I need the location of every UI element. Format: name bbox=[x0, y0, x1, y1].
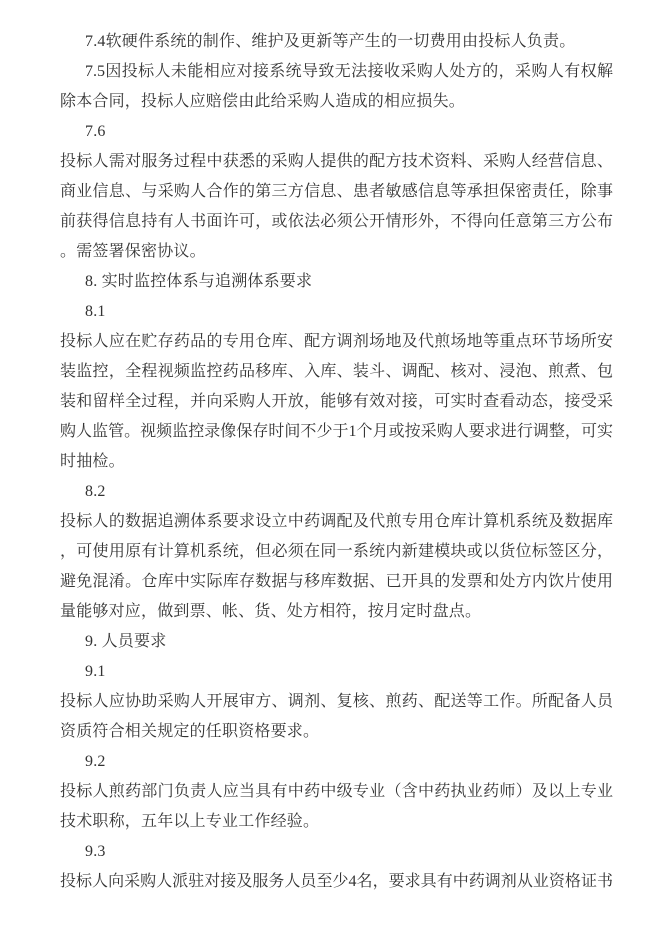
document-line: 资质符合相关规定的任职资格要求。 bbox=[60, 723, 320, 740]
document-line: 8.1 bbox=[85, 303, 106, 320]
document-line: 前获得信息持有人书面许可，或依法必须公开情形外，不得向任意第三方公布 bbox=[60, 213, 613, 230]
document-line: 投标人应协助采购人开展审方、调剂、复核、煎药、配送等工作。所配备人员 bbox=[60, 693, 613, 710]
document-line: 除本合同，投标人应赔偿由此给采购人造成的相应损失。 bbox=[60, 93, 466, 110]
document-line: 商业信息、与采购人合作的第三方信息、患者敏感信息等承担保密责任，除事 bbox=[60, 183, 613, 200]
document-line: 投标人煎药部门负责人应当具有中药中级专业（含中药执业药师）及以上专业 bbox=[60, 783, 613, 800]
document-line: 9.3 bbox=[85, 843, 106, 860]
document-line: 7.4软硬件系统的制作、维护及更新等产生的一切费用由投标人负责。 bbox=[85, 33, 576, 50]
document-line: 9. 人员要求 bbox=[85, 633, 167, 650]
document-line: 投标人的数据追溯体系要求设立中药调配及代煎专用仓库计算机系统及数据库 bbox=[60, 513, 613, 530]
document-line: ，可使用原有计算机系统，但必须在同一系统内新建模块或以货位标签区分， bbox=[60, 543, 613, 560]
document-line: 装和留样全过程，并向采购人开放，能够有效对接，可实时查看动态，接受采 bbox=[60, 393, 613, 410]
document-line: 时抽检。 bbox=[60, 453, 125, 470]
document-line: 7.6 bbox=[85, 123, 106, 140]
document-line: 投标人向采购人派驻对接及服务人员至少4名，要求具有中药调剂从业资格证书 bbox=[60, 873, 613, 890]
document-line: 9.1 bbox=[85, 663, 106, 680]
document-line: 8. 实时监控体系与追溯体系要求 bbox=[85, 273, 313, 290]
document-line: 技术职称，五年以上专业工作经验。 bbox=[60, 813, 320, 830]
document-line: 装监控，全程视频监控药品移库、入库、装斗、调配、核对、浸泡、煎煮、包 bbox=[60, 363, 613, 380]
document-line: 8.2 bbox=[85, 483, 106, 500]
document-line: 7.5因投标人未能相应对接系统导致无法接收采购人处方的，采购人有权解 bbox=[85, 63, 613, 80]
document-line: 避免混淆。仓库中实际库存数据与移库数据、已开具的发票和处方内饮片使用 bbox=[60, 573, 613, 590]
document-line: 。需签署保密协议。 bbox=[60, 243, 206, 260]
document-line: 量能够对应，做到票、帐、货、处方相符，按月定时盘点。 bbox=[60, 603, 482, 620]
document-line: 投标人需对服务过程中获悉的采购人提供的配方技术资料、采购人经营信息、 bbox=[60, 153, 613, 170]
document-line: 9.2 bbox=[85, 753, 106, 770]
document-text-block bbox=[60, 27, 613, 897]
document-line: 购人监管。视频监控录像保存时间不少于1个月或按采购人要求进行调整，可实 bbox=[60, 423, 613, 440]
document-line: 投标人应在贮存药品的专用仓库、配方调剂场地及代煎场地等重点环节场所安 bbox=[60, 333, 613, 350]
